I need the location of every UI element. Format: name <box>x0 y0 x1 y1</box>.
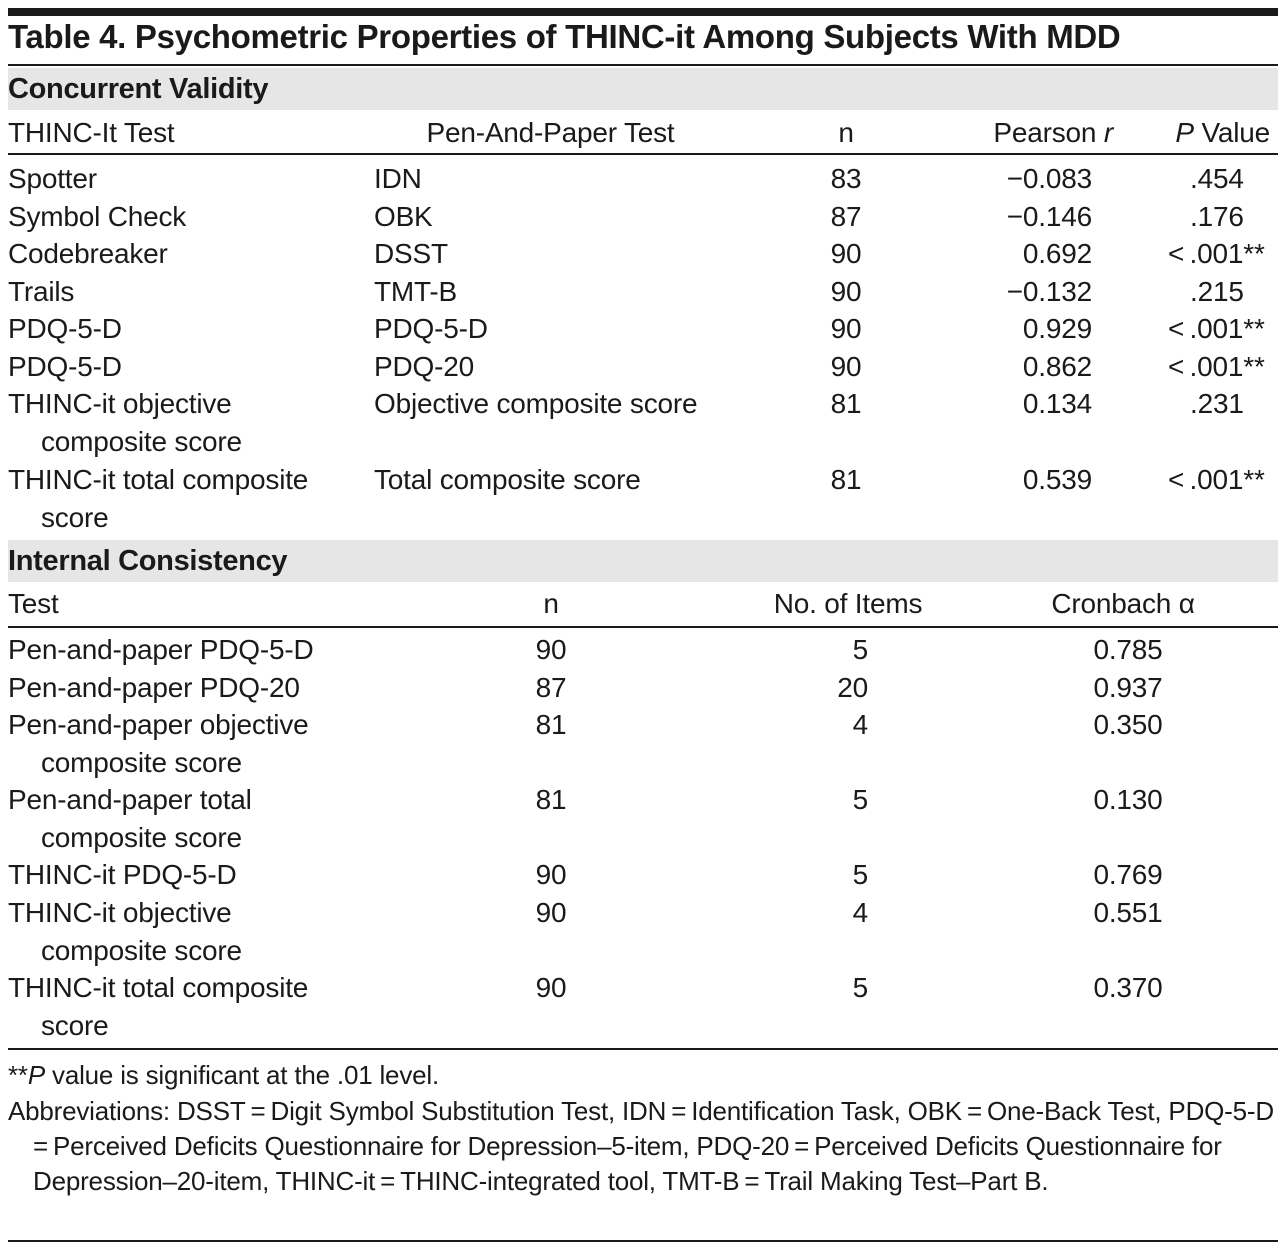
row-cronbach-alpha: 0.130 <box>1093 784 1163 815</box>
row-n: 81 <box>830 388 862 419</box>
row-test: Pen-and-paper PDQ-20 <box>8 672 300 703</box>
col-header-test: Test <box>8 588 59 619</box>
row-pearson-r: −0.132 <box>1006 276 1092 307</box>
row-n: 87 <box>830 201 862 232</box>
section-header-concurrent <box>8 68 1278 110</box>
row-cronbach-alpha: 0.551 <box>1093 897 1163 928</box>
row-p-value: < .001 <box>1168 464 1244 495</box>
p-value-label: Value <box>1193 117 1270 148</box>
row-n: 83 <box>830 163 862 194</box>
row-p-value: .231 <box>1190 388 1244 419</box>
row-p-value-cell <box>1168 461 1265 499</box>
significance-footnote <box>8 1058 1273 1093</box>
row-cronbach-alpha: 0.370 <box>1093 972 1163 1003</box>
row-n: 90 <box>535 972 567 1003</box>
row-pen-test: TMT-B <box>374 276 457 307</box>
row-items: 4 <box>852 709 868 740</box>
row-cronbach-alpha: 0.350 <box>1093 709 1163 740</box>
row-items: 5 <box>852 859 868 890</box>
row-pen-test: OBK <box>374 201 433 232</box>
row-test: Pen-and-paper total <box>8 784 252 815</box>
p-symbol: P <box>1175 117 1194 148</box>
row-n: 87 <box>535 672 567 703</box>
row-p-value: < .001 <box>1168 351 1244 382</box>
row-pearson-r: −0.083 <box>1006 163 1092 194</box>
table-bottom-rule <box>8 1048 1278 1050</box>
row-test-cont: composite score <box>41 747 242 778</box>
header-rule-concurrent <box>8 153 1278 155</box>
row-n: 90 <box>535 897 567 928</box>
col-header-n: n <box>838 117 854 148</box>
row-cronbach-alpha: 0.769 <box>1093 859 1163 890</box>
row-significance-mark: ** <box>1243 313 1265 344</box>
row-items: 4 <box>852 897 868 928</box>
col-header-pen-test: Pen-And-Paper Test <box>426 117 675 148</box>
row-n: 90 <box>830 276 862 307</box>
row-items: 5 <box>852 634 868 665</box>
top-rule <box>8 8 1278 16</box>
sig-mark: ** <box>8 1060 28 1090</box>
footer-rule <box>8 1240 1278 1242</box>
row-p-value-cell <box>1168 310 1265 348</box>
row-pearson-r: 0.929 <box>1022 313 1092 344</box>
row-p-value: .176 <box>1190 201 1244 232</box>
row-pearson-r: 0.862 <box>1022 351 1092 382</box>
row-test-cont: composite score <box>41 822 242 853</box>
col-header-thinc-test: THINC-It Test <box>8 117 175 148</box>
row-thinc-test: PDQ-5-D <box>8 351 122 382</box>
row-cronbach-alpha: 0.785 <box>1093 634 1163 665</box>
row-pearson-r: 0.134 <box>1022 388 1092 419</box>
row-thinc-test: PDQ-5-D <box>8 313 122 344</box>
row-items: 5 <box>852 972 868 1003</box>
row-test: THINC-it total composite <box>8 972 309 1003</box>
row-significance-mark: ** <box>1243 238 1265 269</box>
row-n: 81 <box>535 709 567 740</box>
row-thinc-test-cont: composite score <box>41 426 242 457</box>
row-n: 81 <box>830 464 862 495</box>
row-test-cont: composite score <box>41 935 242 966</box>
col-header-pearson <box>908 114 1113 152</box>
row-thinc-test: THINC-it total composite <box>8 464 309 495</box>
row-n: 90 <box>830 351 862 382</box>
section-label-concurrent: Concurrent Validity <box>8 73 269 105</box>
pearson-label: Pearson <box>993 117 1104 148</box>
row-pearson-r: 0.692 <box>1022 238 1092 269</box>
row-thinc-test: Symbol Check <box>8 201 187 232</box>
row-items: 5 <box>852 784 868 815</box>
header-rule-internal <box>8 626 1278 628</box>
table-title: Table 4. Psychometric Properties of THINC-it Among Subjects With MDD <box>8 18 1121 55</box>
row-pen-test: PDQ-20 <box>374 351 474 382</box>
pearson-r-symbol: r <box>1103 117 1113 148</box>
row-significance-mark: ** <box>1243 351 1265 382</box>
row-p-value: .454 <box>1190 163 1244 194</box>
row-pen-test: PDQ-5-D <box>374 313 488 344</box>
row-pearson-r: 0.539 <box>1022 464 1092 495</box>
row-n: 90 <box>535 859 567 890</box>
section-label-internal: Internal Consistency <box>8 545 288 577</box>
col-header-p-value <box>1088 114 1270 152</box>
row-n: 90 <box>535 634 567 665</box>
row-significance-mark: ** <box>1243 464 1265 495</box>
row-test: THINC-it PDQ-5-D <box>8 859 237 890</box>
row-items: 20 <box>837 672 868 703</box>
row-p-value: < .001 <box>1168 313 1244 344</box>
row-pen-test: IDN <box>374 163 422 194</box>
row-n: 81 <box>535 784 567 815</box>
row-p-value-cell <box>1190 160 1244 198</box>
row-test: Pen-and-paper PDQ-5-D <box>8 634 314 665</box>
row-p-value: < .001 <box>1168 238 1244 269</box>
row-thinc-test: Spotter <box>8 163 97 194</box>
row-pen-test: Total composite score <box>374 464 641 495</box>
col-header-n-internal: n <box>543 588 559 619</box>
row-cronbach-alpha: 0.937 <box>1093 672 1163 703</box>
row-thinc-test: THINC-it objective <box>8 388 232 419</box>
sig-p: P <box>27 1060 45 1090</box>
row-p-value-cell <box>1168 235 1265 273</box>
row-n: 90 <box>830 238 862 269</box>
row-p-value: .215 <box>1190 276 1244 307</box>
row-p-value-cell <box>1168 348 1265 386</box>
col-header-cronbach: Cronbach α <box>1051 588 1195 619</box>
row-pearson-r: −0.146 <box>1006 201 1092 232</box>
row-test: THINC-it objective <box>8 897 232 928</box>
col-header-items: No. of Items <box>773 588 923 619</box>
row-thinc-test-cont: score <box>41 502 109 533</box>
row-thinc-test: Trails <box>8 276 75 307</box>
row-pen-test: Objective composite score <box>374 388 698 419</box>
row-test-cont: score <box>41 1010 109 1041</box>
row-p-value-cell <box>1190 198 1244 236</box>
abbreviations-footnote: Abbreviations: DSST = Digit Symbol Substitution Test, IDN = Identification Task, OBK = One-Back Test, PDQ-5-D = Perceived Deficits Questionnaire for Depression–5-item, PDQ-20 = Perceived Deficits Questionnaire for Depression–20-item, THINC-it = THINC-integrated tool, TMT-B = Trail Making Test–Part B. <box>8 1096 1279 1196</box>
section-header-internal <box>8 540 1278 582</box>
row-thinc-test: Codebreaker <box>8 238 168 269</box>
row-p-value-cell <box>1190 273 1244 311</box>
row-n: 90 <box>830 313 862 344</box>
sig-text: value is significant at the .01 level. <box>45 1060 439 1090</box>
row-p-value-cell <box>1190 385 1244 423</box>
title-rule <box>8 64 1278 66</box>
row-test: Pen-and-paper objective <box>8 709 309 740</box>
row-pen-test: DSST <box>374 238 448 269</box>
